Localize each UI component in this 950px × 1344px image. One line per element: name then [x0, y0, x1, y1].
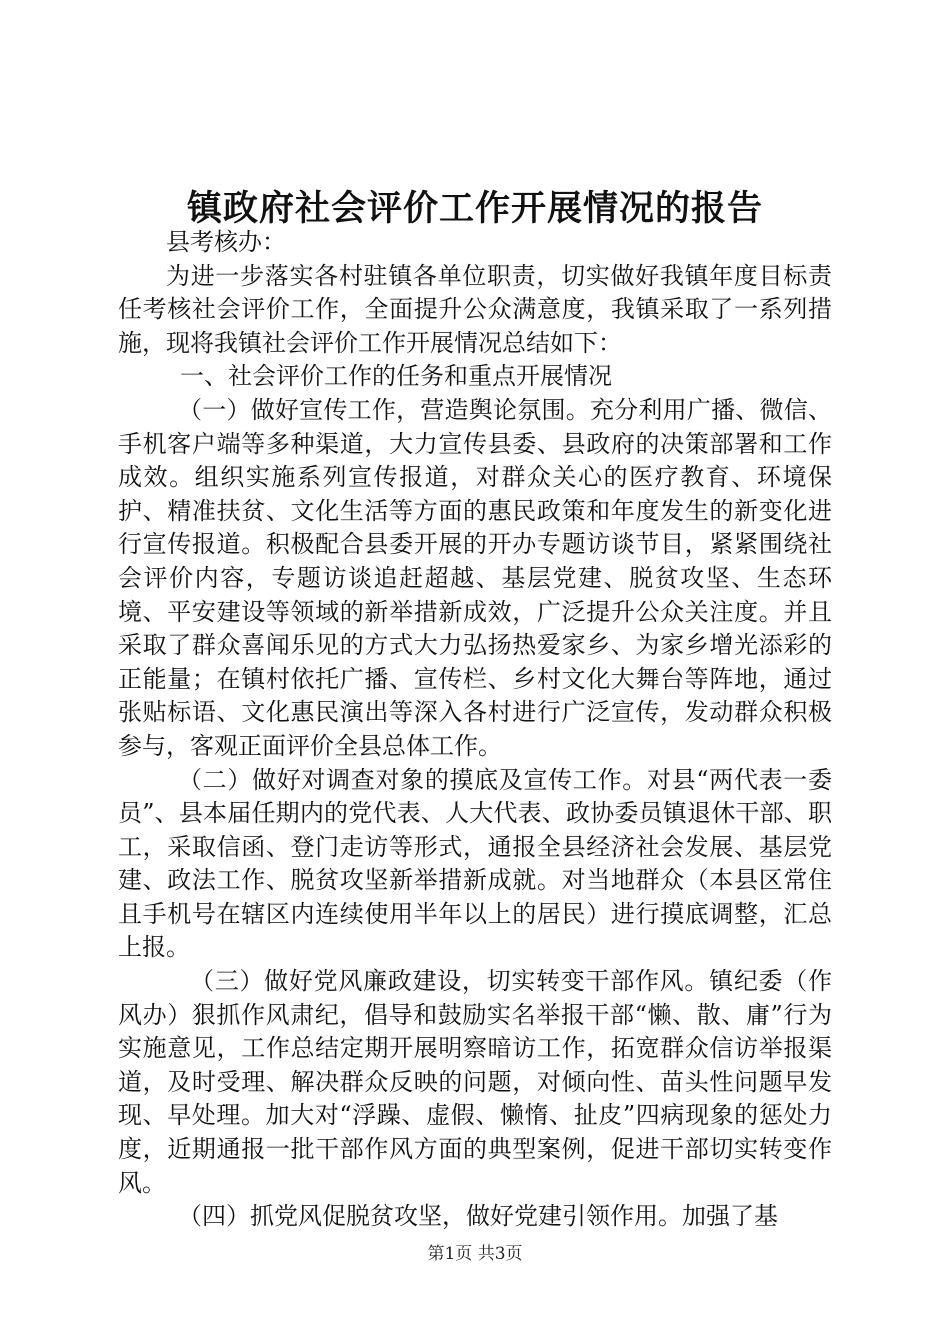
document-body: [118, 226, 832, 1234]
paragraph-item-3: （三）做好党风廉政建设，切实转变干部作风。镇纪委（作风办）狠抓作风肃纪，倡导和鼓励实名举报干部“懒、散、庸”行为实施意见，工作总结定期开展明察暗访工作，拓宽群众信访举报渠道，及时受理、解决群众反映的问题，对倾向性、苗头性问题早发现、早处理。加大对“浮躁、虚假、懒惰、扯皮”四病现象的惩处力度，近期通报一批干部作风方面的典型案例，促进干部切实转变作风。: [118, 967, 832, 1197]
paragraph-item-2: （二）做好对调查对象的摸底及宣传工作。对县“两代表一委员”、县本届任期内的党代表、人大代表、政协委员镇退休干部、职工，采取信函、登门走访等形式，通报全县经济社会发展、基层党建、政法工作、脱贫攻坚新举措新成就。对当地群众（本县区常住且手机号在辖区内连续使用半年以上的居民）进行摸底调整，汇总上报。: [118, 765, 832, 962]
paragraph-item-4: （四）抓党风促脱贫攻坚，做好党建引领作用。加强了基: [178, 1202, 778, 1231]
paragraph-item-1: （一）做好宣传工作，营造舆论氛围。充分利用广播、微信、手机客户端等多种渠道，大力宣传县委、县政府的决策部署和工作成效。组织实施系列宣传报道，对群众关心的医疗教育、环境保护、精准扶贫、文化生活等方面的惠民政策和年度发生的新变化进行宣传报道。积极配合县委开展的开办专题访谈节目，紧紧围绕社会评价内容，专题访谈追赶超越、基层党建、脱贫攻坚、生态环境、平安建设等领域的新举措新成效，广泛提升公众关注度。并且采取了群众喜闻乐见的方式大力弘扬热爱家乡、为家乡增光添彩的正能量；在镇村依托广播、宣传栏、乡村文化大舞台等阵地，通过张贴标语、文化惠民演出等深入各村进行广泛宣传，发动群众积极参与，客观正面评价全县总体工作。: [118, 395, 832, 760]
section-heading: 一、社会评价工作的任务和重点开展情况: [180, 362, 612, 391]
document-title: 镇政府社会评价工作开展情况的报告: [186, 188, 763, 229]
paragraph-intro: 为进一步落实各村驻镇各单位职责，切实做好我镇年度目标责任考核社会评价工作，全面提升公众满意度，我镇采取了一系列措施，现将我镇社会评价工作开展情况总结如下：: [118, 261, 832, 357]
salutation: 县考核办：: [166, 228, 286, 256]
page-footer: 第1页 共3页: [427, 1244, 523, 1264]
